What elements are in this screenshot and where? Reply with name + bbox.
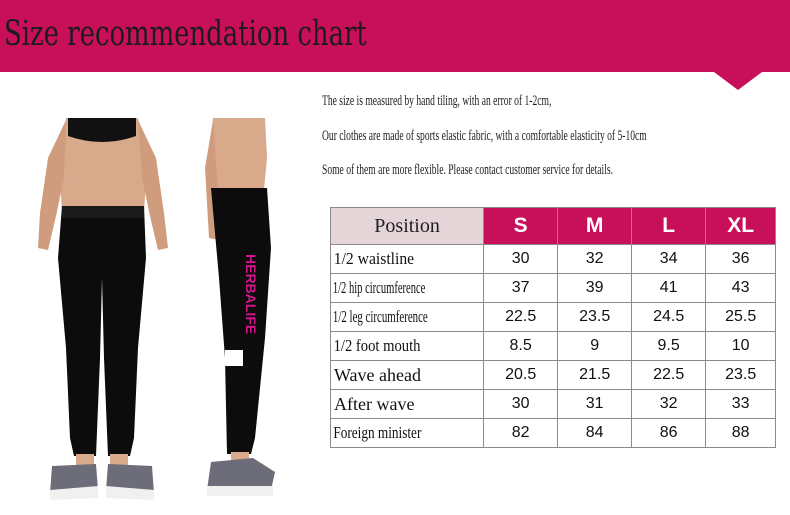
- table-cell: 84: [558, 419, 632, 448]
- row-label: [331, 274, 484, 303]
- table-cell: 10: [706, 332, 776, 361]
- table-row: [331, 361, 776, 390]
- note-contact: Some of them are more flexible. Please contact customer service for details.: [322, 162, 613, 178]
- table-cell: 23.5: [558, 303, 632, 332]
- table-row: [331, 332, 776, 361]
- size-header: M: [558, 208, 632, 245]
- model-side-image: [205, 118, 290, 503]
- position-header: Position: [331, 208, 484, 245]
- row-label-text: After wave: [334, 393, 415, 414]
- table-cell: 37: [484, 274, 558, 303]
- table-row: [331, 390, 776, 419]
- note-fabric: Our clothes are made of sports elastic fabric, with a comfortable elasticity of 5-10cm: [322, 128, 647, 144]
- table-row: [331, 274, 776, 303]
- table-cell: 32: [558, 245, 632, 274]
- size-header: L: [632, 208, 706, 245]
- row-label: [331, 303, 484, 332]
- table-cell: 32: [632, 390, 706, 419]
- table-cell: 30: [484, 390, 558, 419]
- size-header: XL: [706, 208, 776, 245]
- table-cell: 20.5: [484, 361, 558, 390]
- table-cell: 9: [558, 332, 632, 361]
- row-label-text: 1/2 hip circumference: [332, 278, 426, 297]
- size-header-row: [331, 208, 776, 245]
- model-front-image: [38, 118, 168, 503]
- table-cell: 23.5: [706, 361, 776, 390]
- note-measurement: The size is measured by hand tiling, with an error of 1-2cm,: [322, 93, 552, 109]
- brand-logo-text: HERBALIFE: [243, 254, 259, 335]
- row-label-text: 1/2 waistline: [333, 249, 415, 268]
- table-cell: 25.5: [706, 303, 776, 332]
- row-label-text: 1/2 leg circumference: [332, 307, 428, 326]
- size-table: [330, 207, 776, 448]
- table-cell: 9.5: [632, 332, 706, 361]
- table-cell: 39: [558, 274, 632, 303]
- row-label: [331, 245, 484, 274]
- table-cell: 33: [706, 390, 776, 419]
- row-label: [331, 390, 484, 419]
- table-cell: 31: [558, 390, 632, 419]
- table-cell: 22.5: [484, 303, 558, 332]
- table-cell: 41: [632, 274, 706, 303]
- row-label-text: Wave ahead: [334, 364, 421, 385]
- table-cell: 30: [484, 245, 558, 274]
- table-cell: 21.5: [558, 361, 632, 390]
- table-cell: 22.5: [632, 361, 706, 390]
- table-cell: 24.5: [632, 303, 706, 332]
- table-cell: 34: [632, 245, 706, 274]
- table-row: [331, 303, 776, 332]
- row-label: [331, 419, 484, 448]
- size-header: S: [484, 208, 558, 245]
- table-cell: 82: [484, 419, 558, 448]
- table-row: [331, 245, 776, 274]
- table-cell: 86: [632, 419, 706, 448]
- row-label: [331, 361, 484, 390]
- table-cell: 36: [706, 245, 776, 274]
- row-label: [331, 332, 484, 361]
- row-label-text: Foreign minister: [333, 423, 422, 442]
- row-label-text: 1/2 foot mouth: [333, 336, 421, 355]
- table-cell: 8.5: [484, 332, 558, 361]
- header-notch: [714, 72, 762, 90]
- table-cell: 43: [706, 274, 776, 303]
- table-row: [331, 419, 776, 448]
- table-cell: 88: [706, 419, 776, 448]
- page-title: Size recommendation chart: [4, 14, 367, 54]
